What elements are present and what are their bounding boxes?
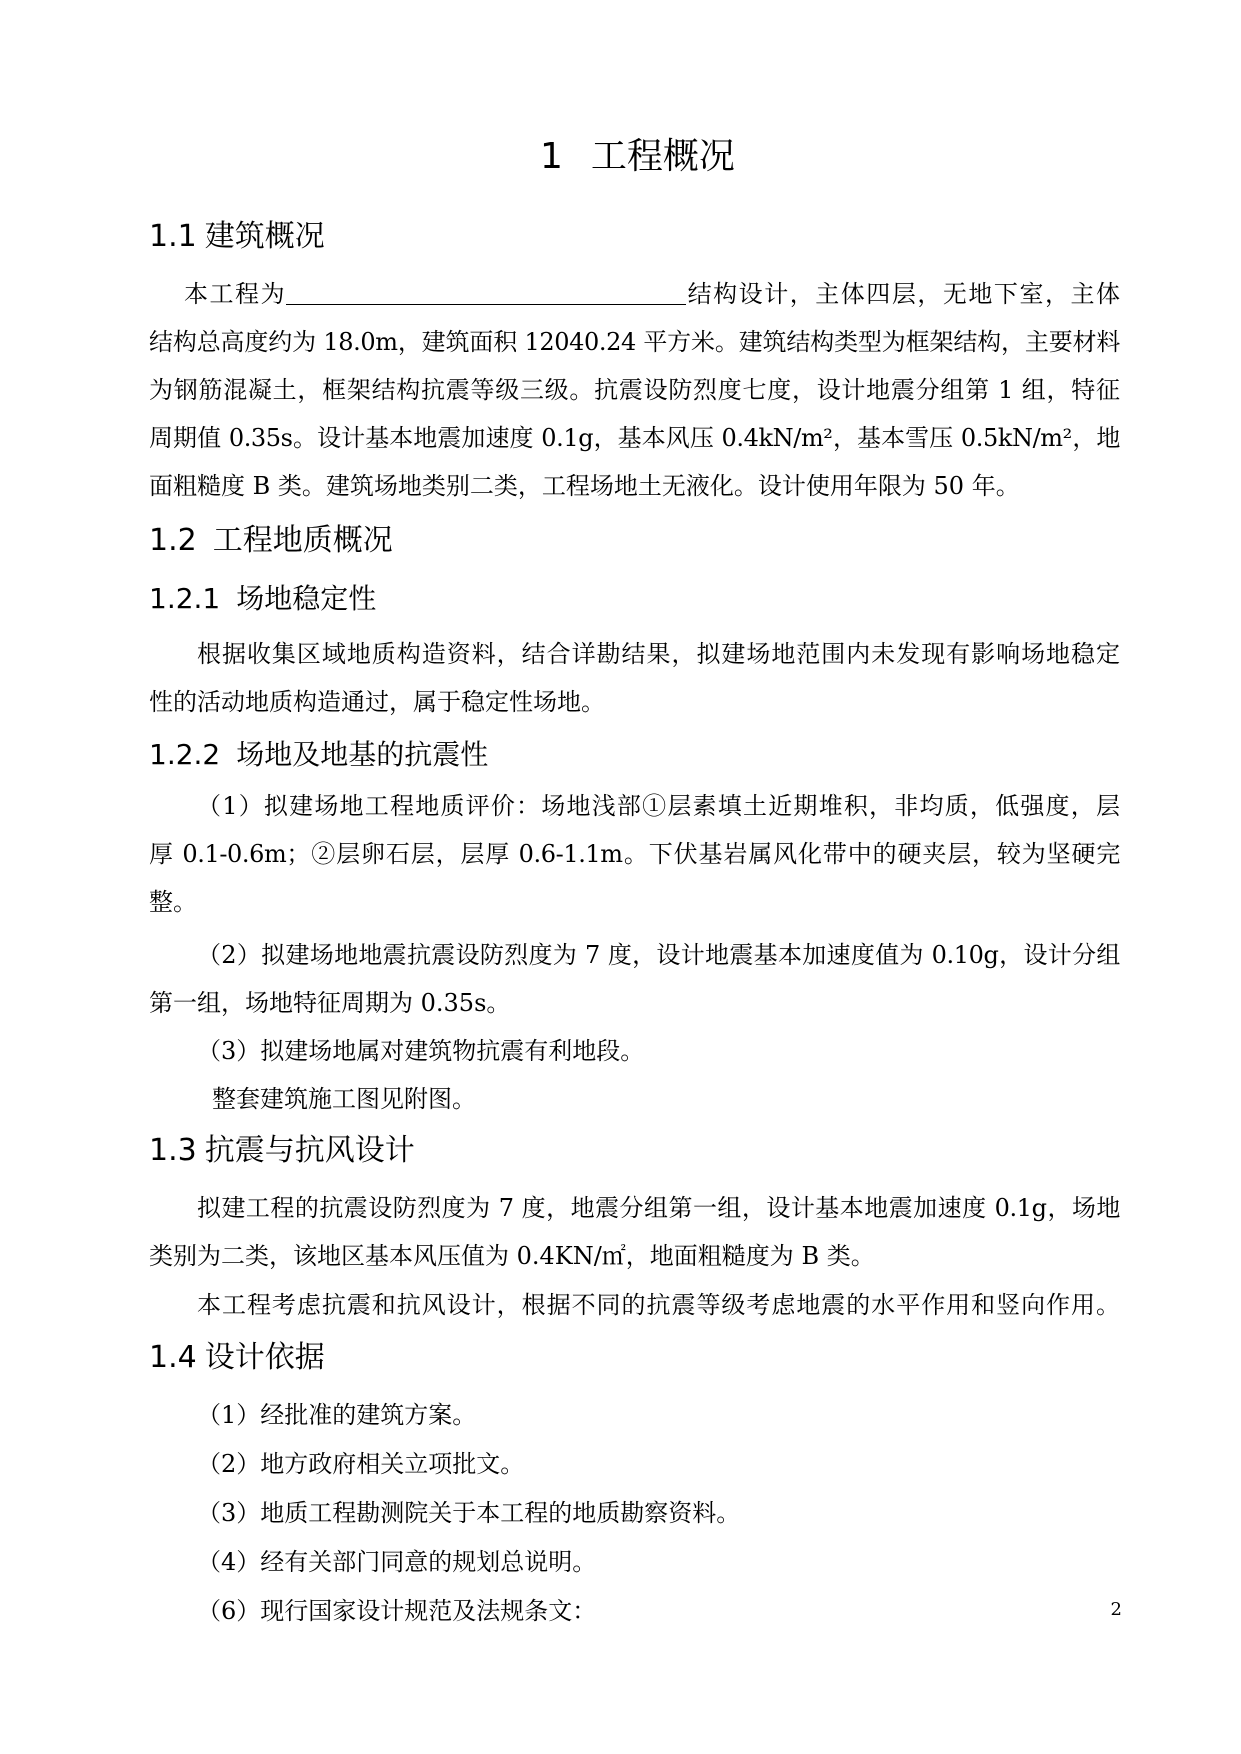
list-item: （2）地方政府相关立项批文。 [197, 1450, 525, 1478]
list-item: （1）经批准的建筑方案。 [197, 1401, 477, 1429]
subsection-heading-1-2-1 [149, 575, 1120, 623]
paragraph-line: 整。 [149, 888, 197, 916]
paragraph-line: 拟建工程的抗震设防烈度为 7 度，地震分组第一组，设计基本地震加速度 0.1g，场地 [197, 1194, 1120, 1222]
section-number: 1.4 [149, 1340, 197, 1375]
paragraph-line: 厚 0.1-0.6m；②层卵石层，层厚 0.6-1.1m。下伏基岩属风化带中的硬夹层，较为坚硬完 [149, 840, 1120, 868]
design-basis-list [149, 1391, 1120, 1636]
list-item: （4）经有关部门同意的规划总说明。 [197, 1548, 597, 1576]
fill-in-blank [286, 281, 686, 305]
paragraph-building-overview [149, 270, 1120, 510]
section-title: 建筑概况 [204, 219, 325, 254]
paragraph-line: 类别为二类，该地区基本风压值为 0.4KN/㎡，地面粗糙度为 B 类。 [149, 1242, 875, 1270]
section-number: 1.2 [149, 523, 197, 558]
list-item: （3）地质工程勘测院关于本工程的地质勘察资料。 [197, 1499, 741, 1527]
paragraph-line: 性的活动地质构造通过，属于稳定性场地。 [149, 688, 605, 716]
subsection-heading-1-2-2 [149, 731, 1120, 779]
drawings-note [149, 1075, 1120, 1123]
paragraph-line: （1）拟建场地工程地质评价：场地浅部①层素填土近期堆积，非均质，低强度，层 [197, 792, 1120, 820]
paragraph-line: （2）拟建场地地震抗震设防烈度为 7 度，设计地震基本加速度值为 0.10g，设计分组 [197, 941, 1120, 969]
paragraph-text: 本工程为 [184, 280, 287, 308]
section-title: 抗震与抗风设计 [204, 1133, 415, 1168]
paragraph-line: 根据收集区域地质构造资料，结合详勘结果，拟建场地范围内未发现有影响场地稳定 [197, 640, 1120, 668]
section-title: 工程地质概况 [212, 523, 393, 558]
section-heading-1-1 [149, 213, 1120, 261]
page-number: 2 [1110, 1599, 1122, 1620]
paragraph-line: 为钢筋混凝土，框架结构抗震等级三级。抗震设防烈度七度，设计地震分组第 1 组，特征 [149, 376, 1120, 404]
seismic-item-2 [149, 931, 1120, 1027]
section-heading-1-3 [149, 1127, 1120, 1175]
subsection-number: 1.2.1 [149, 582, 221, 615]
section-heading-1-2 [149, 517, 1120, 565]
paragraph-text: 结构设计，主体四层，无地下室，主体 [686, 280, 1120, 308]
paragraph-line: 结构总高度约为 18.0m，建筑面积 12040.24 平方米。建筑结构类型为框架结构，主要材料 [149, 328, 1120, 356]
paragraph-seismic-wind-2 [149, 1281, 1120, 1329]
subsection-title: 场地及地基的抗震性 [236, 738, 489, 771]
section-title: 设计依据 [204, 1340, 325, 1375]
chapter-number: 1 [540, 136, 563, 177]
paragraph-line: 面粗糙度 B 类。建筑场地类别二类，工程场地土无液化。设计使用年限为 50 年。 [149, 472, 1020, 500]
section-heading-1-4 [149, 1334, 1120, 1382]
paragraph-line: 整套建筑施工图见附图。 [212, 1085, 476, 1113]
subsection-number: 1.2.2 [149, 738, 221, 771]
subsection-title: 场地稳定性 [236, 582, 377, 615]
paragraph-line: 第一组，场地特征周期为 0.35s。 [149, 989, 511, 1017]
paragraph-seismic-wind-1 [149, 1184, 1120, 1280]
paragraph-line: 本工程考虑抗震和抗风设计，根据不同的抗震等级考虑地震的水平作用和竖向作用。 [197, 1291, 1120, 1319]
section-number: 1.3 [149, 1133, 197, 1168]
paragraph-site-stability [149, 630, 1120, 726]
paragraph-line: 周期值 0.35s。设计基本地震加速度 0.1g，基本风压 0.4kN/m²，基本雪压 0.5kN/m²，地 [149, 424, 1120, 452]
paragraph-line [149, 270, 1120, 318]
seismic-item-3 [149, 1027, 1120, 1075]
section-number: 1.1 [149, 219, 197, 254]
list-item: （6）现行国家设计规范及法规条文： [197, 1597, 597, 1625]
seismic-item-1 [149, 782, 1120, 926]
chapter-title: 工程概况 [590, 136, 735, 177]
chapter-heading [540, 133, 735, 181]
paragraph-line: （3）拟建场地属对建筑物抗震有利地段。 [197, 1037, 645, 1065]
